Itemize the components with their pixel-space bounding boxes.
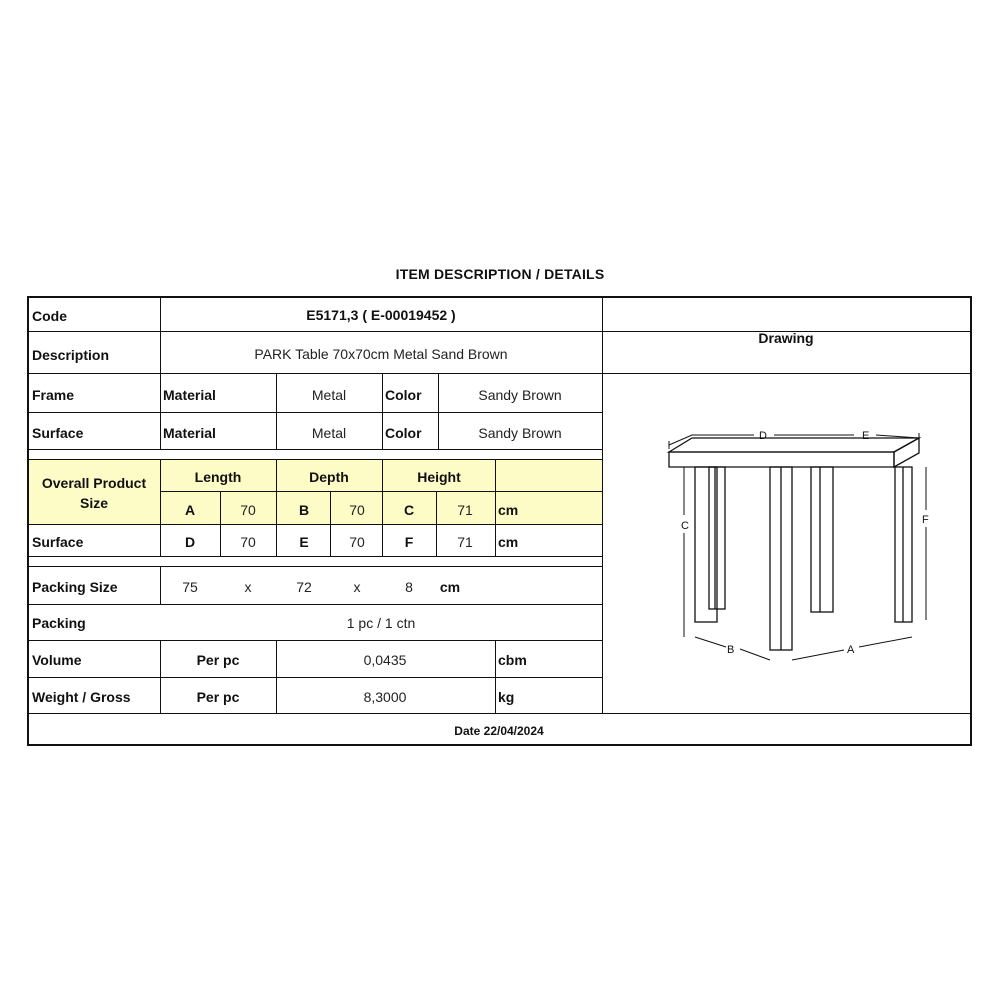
- volume-unit: cbm: [498, 652, 527, 668]
- surface-material-label: Material: [163, 425, 216, 441]
- dim-d-key: D: [184, 534, 196, 550]
- weight-per: Per pc: [196, 689, 240, 705]
- packing-size-label: Packing Size: [32, 579, 118, 595]
- table-top-front: [669, 452, 894, 467]
- surface-color-value: Sandy Brown: [478, 425, 562, 441]
- document-title: ITEM DESCRIPTION / DETAILS: [395, 266, 605, 282]
- dim-b-key: B: [298, 502, 310, 518]
- dim-label-e: E: [862, 430, 870, 442]
- frame-material-label: Material: [163, 387, 216, 403]
- dim-f-value: 71: [457, 534, 473, 550]
- surface-label: Surface: [32, 425, 84, 441]
- weight-value: 8,3000: [363, 689, 407, 705]
- packing-size-length: 75: [182, 579, 198, 595]
- weight-unit: kg: [498, 689, 515, 705]
- packing-size-width: 72: [296, 579, 312, 595]
- volume-per: Per pc: [196, 652, 240, 668]
- overall-unit: cm: [498, 502, 519, 518]
- description-value: PARK Table 70x70cm Metal Sand Brown: [254, 346, 508, 362]
- surface-color-label: Color: [385, 425, 422, 441]
- dim-d-value: 70: [240, 534, 256, 550]
- code-label: Code: [32, 308, 67, 324]
- dim-label-b: B: [727, 644, 735, 656]
- code-value: E5171,3 ( E-00019452 ): [306, 307, 456, 323]
- frame-color-value: Sandy Brown: [478, 387, 562, 403]
- height-header: Height: [417, 469, 461, 485]
- packing-size-x2: x: [353, 579, 361, 595]
- dim-e-key: E: [299, 534, 309, 550]
- table-drawing: [604, 375, 970, 712]
- packing-size-height: 8: [405, 579, 413, 595]
- packing-label: Packing: [32, 615, 86, 631]
- frame-material-value: Metal: [311, 387, 347, 403]
- length-header: Length: [194, 469, 242, 485]
- frame-label: Frame: [32, 387, 75, 403]
- spec-sheet: [27, 296, 972, 746]
- dim-a-value: 70: [240, 502, 256, 518]
- surface-material-value: Metal: [311, 425, 347, 441]
- dim-c-key: C: [403, 502, 415, 518]
- dim-label-c: C: [681, 520, 689, 532]
- dim-c-value: 71: [457, 502, 473, 518]
- dim-label-f: F: [922, 514, 929, 526]
- drawing-label: Drawing: [758, 330, 814, 346]
- leg-back-right: [811, 467, 833, 612]
- depth-header: Depth: [309, 469, 349, 485]
- overall-size-label-line2: Size: [79, 495, 109, 511]
- table-top-face: [669, 438, 919, 452]
- leg-front-left: [695, 467, 717, 622]
- description-label: Description: [32, 347, 110, 363]
- volume-label: Volume: [32, 652, 82, 668]
- volume-value: 0,0435: [363, 652, 407, 668]
- packing-size-x1: x: [244, 579, 252, 595]
- overall-size-label-line1: Overall Product: [41, 475, 147, 491]
- dim-label-a: A: [847, 644, 855, 656]
- frame-color-label: Color: [385, 387, 422, 403]
- surface-dims-label: Surface: [32, 534, 84, 550]
- dim-f-key: F: [404, 534, 414, 550]
- weight-label: Weight / Gross: [32, 689, 131, 705]
- dim-e-value: 70: [349, 534, 365, 550]
- dim-label-d: D: [759, 430, 767, 442]
- packing-value: 1 pc / 1 ctn: [346, 615, 416, 631]
- table-top-side: [894, 438, 919, 467]
- dim-b-value: 70: [349, 502, 365, 518]
- date-footer: Date 22/04/2024: [454, 724, 544, 738]
- surface-dims-unit: cm: [498, 534, 519, 550]
- dim-a-key: A: [184, 502, 196, 518]
- packing-size-unit: cm: [439, 579, 461, 595]
